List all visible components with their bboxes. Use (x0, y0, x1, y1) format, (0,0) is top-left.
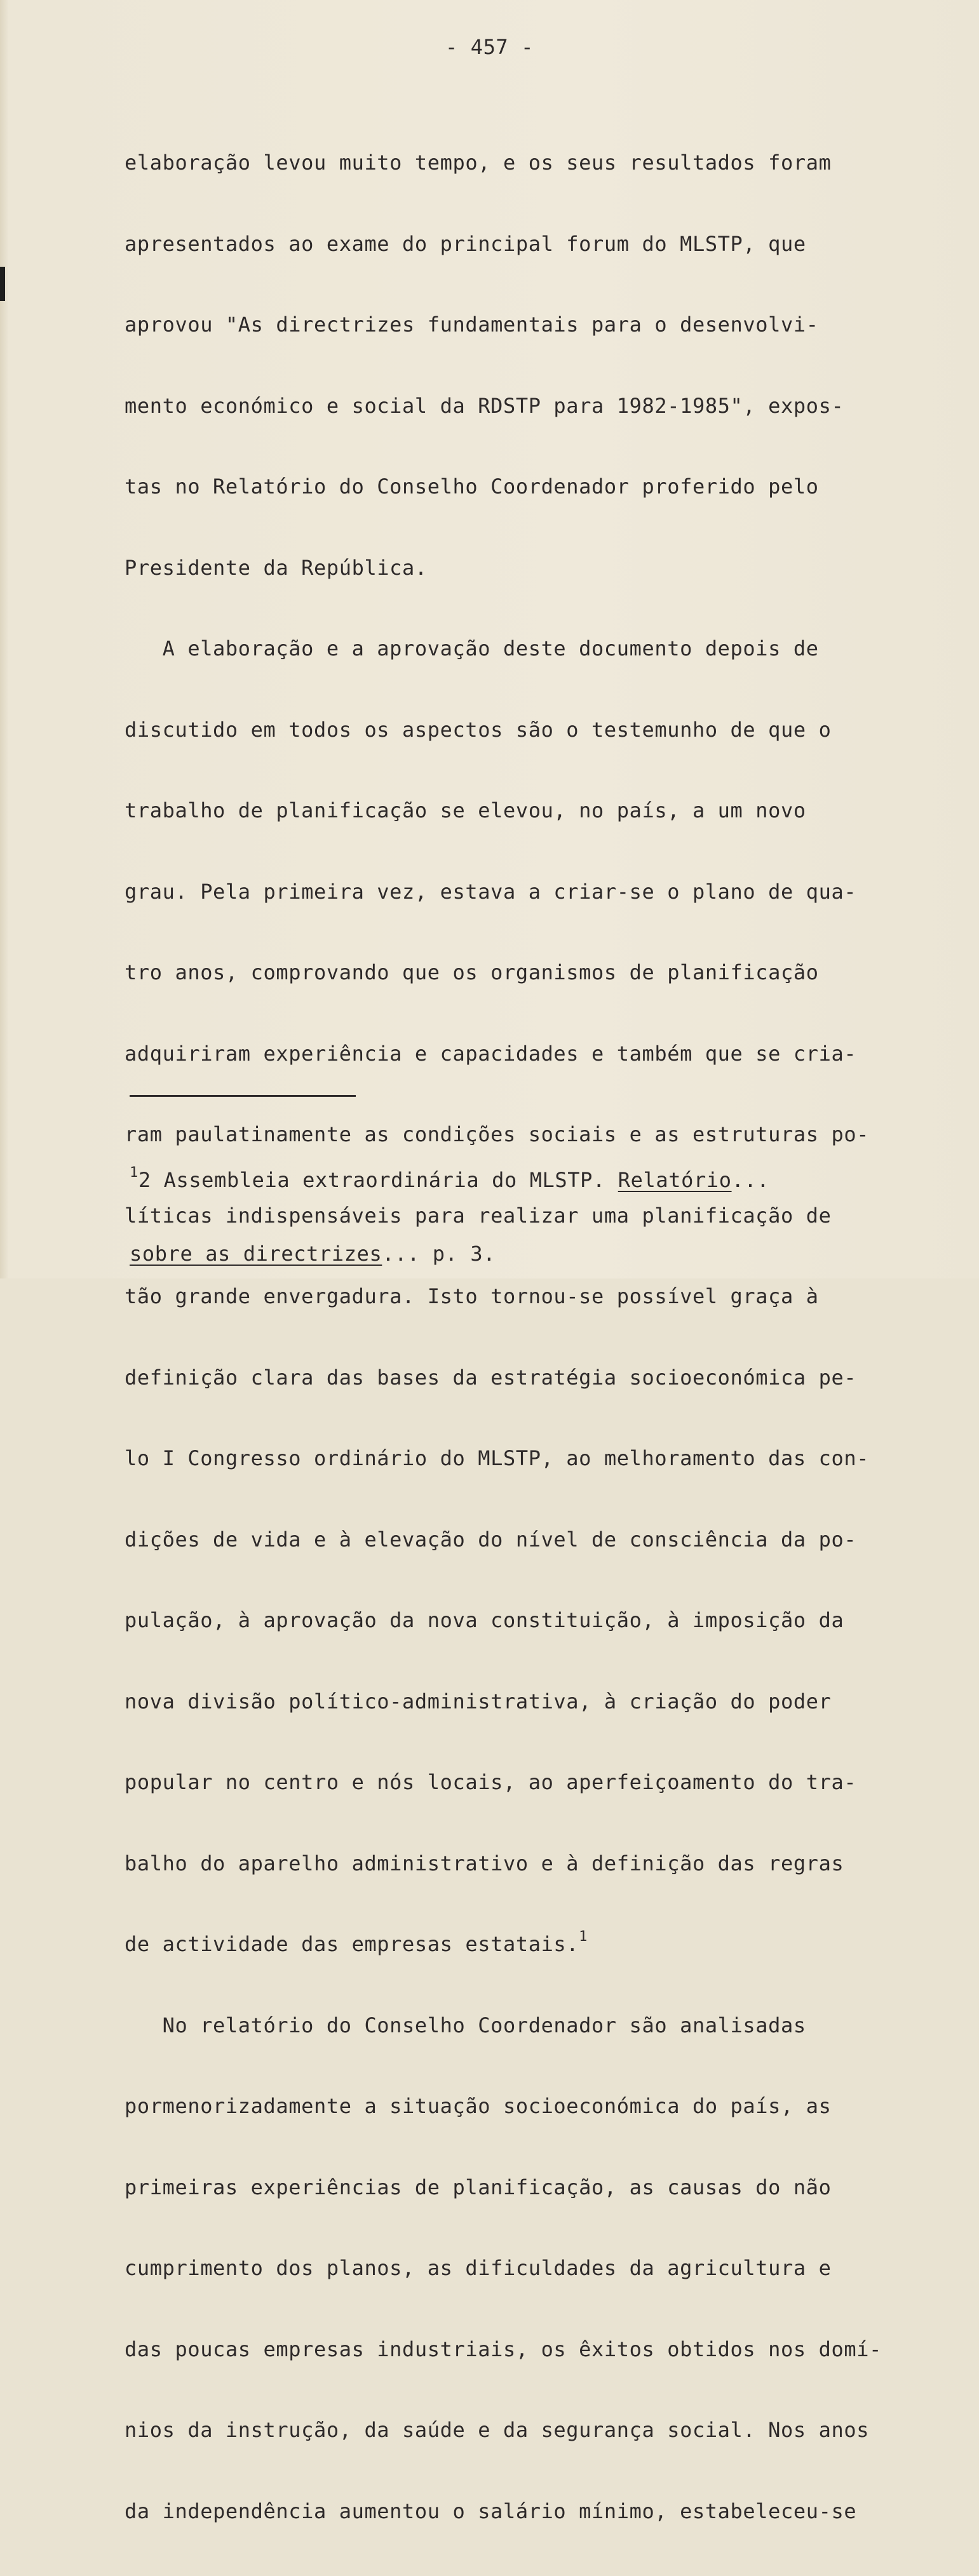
text-line: No relatório do Conselho Coordenador são analisadas (125, 2013, 806, 2037)
binding-edge-mark (0, 267, 5, 301)
text-line: trabalho de planificação se elevou, no país, a um novo (125, 798, 806, 822)
text-line: aprovou "As directrizes fundamentais para o desenvolvi- (125, 312, 819, 337)
text-line-content: de actividade das empresas estatais. (125, 1932, 579, 1956)
footnote-text: ... p. 3. (382, 1242, 496, 1266)
text-line: balho do aparelho administrativo e à definição das regras (125, 1851, 844, 1875)
footnote-line (130, 1167, 955, 1193)
footnote-divider (130, 1095, 356, 1097)
footnote-title: Relatório (618, 1168, 732, 1192)
text-line: dições de vida e à elevação do nível de consciência da po- (125, 1527, 857, 1552)
text-line: líticas indispensáveis para realizar uma planificação de (125, 1203, 832, 1228)
text-line: pulação, à aprovação da nova constituição, à imposição da (125, 1608, 844, 1632)
text-line: ram paulatinamente as condições sociais e as estruturas po- (125, 1122, 870, 1146)
text-line: mento económico e social da RDSTP para 1982-1985", expos- (125, 393, 844, 418)
text-line: apresentados ao exame do principal forum do MLSTP, que (125, 231, 806, 256)
text-line: popular no centro e nós locais, ao aperfeiçoamento do tra- (125, 1770, 857, 1794)
text-line: definição clara das bases da estratégia socioeconómica pe- (125, 1365, 857, 1390)
text-line: elaboração levou muito tempo, e os seus resultados foram (125, 151, 832, 175)
text-line: grau. Pela primeira vez, estava a criar-se o plano de qua- (125, 879, 857, 904)
footnote (130, 1119, 955, 1315)
footnote-marker: 1 (130, 1165, 138, 1181)
text-line: Presidente da República. (125, 555, 428, 580)
text-line: da independência aumentou o salário mínimo, estabeleceu-se (125, 2499, 857, 2523)
footnote-text: 2 Assembleia extraordinária do MLSTP. (138, 1168, 618, 1192)
footnote-text: ... (731, 1168, 770, 1192)
text-line: discutido em todos os aspectos são o testemunho de que o (125, 717, 832, 742)
text-line: tas no Relatório do Conselho Coordenador proferido pelo (125, 474, 819, 499)
text-line: nios da instrução, da saúde e da segurança social. Nos anos (125, 2418, 870, 2442)
text-line: cumprimento dos planos, as dificuldades da agricultura e (125, 2256, 832, 2280)
text-line: das poucas empresas industriais, os êxitos obtidos nos domí- (125, 2337, 882, 2361)
text-line: A elaboração e a aprovação deste documento depois de (125, 636, 819, 661)
footnote-reference: 1 (579, 1929, 588, 1945)
footnote-title: sobre as directrizes (130, 1242, 382, 1266)
body-text (125, 98, 950, 2576)
text-line: tão grande envergadura. Isto tornou-se possível graça à (125, 1284, 819, 1308)
text-line: primeiras experiências de planificação, as causas do não (125, 2175, 832, 2199)
text-line-with-footnote-ref (125, 1928, 950, 1961)
text-line: nova divisão político-administrativa, à criação do poder (125, 1689, 832, 1714)
footnote-line (130, 1241, 955, 1266)
text-line: adquiriram experiência e capacidades e também que se cria- (125, 1041, 857, 1066)
page-number: - 457 - (445, 35, 534, 59)
text-line: lo I Congresso ordinário do MLSTP, ao melhoramento das con- (125, 1446, 870, 1470)
text-line: pormenorizadamente a situação socioeconómica do país, as (125, 2094, 832, 2118)
text-line: tro anos, comprovando que os organismos de planificação (125, 960, 819, 984)
